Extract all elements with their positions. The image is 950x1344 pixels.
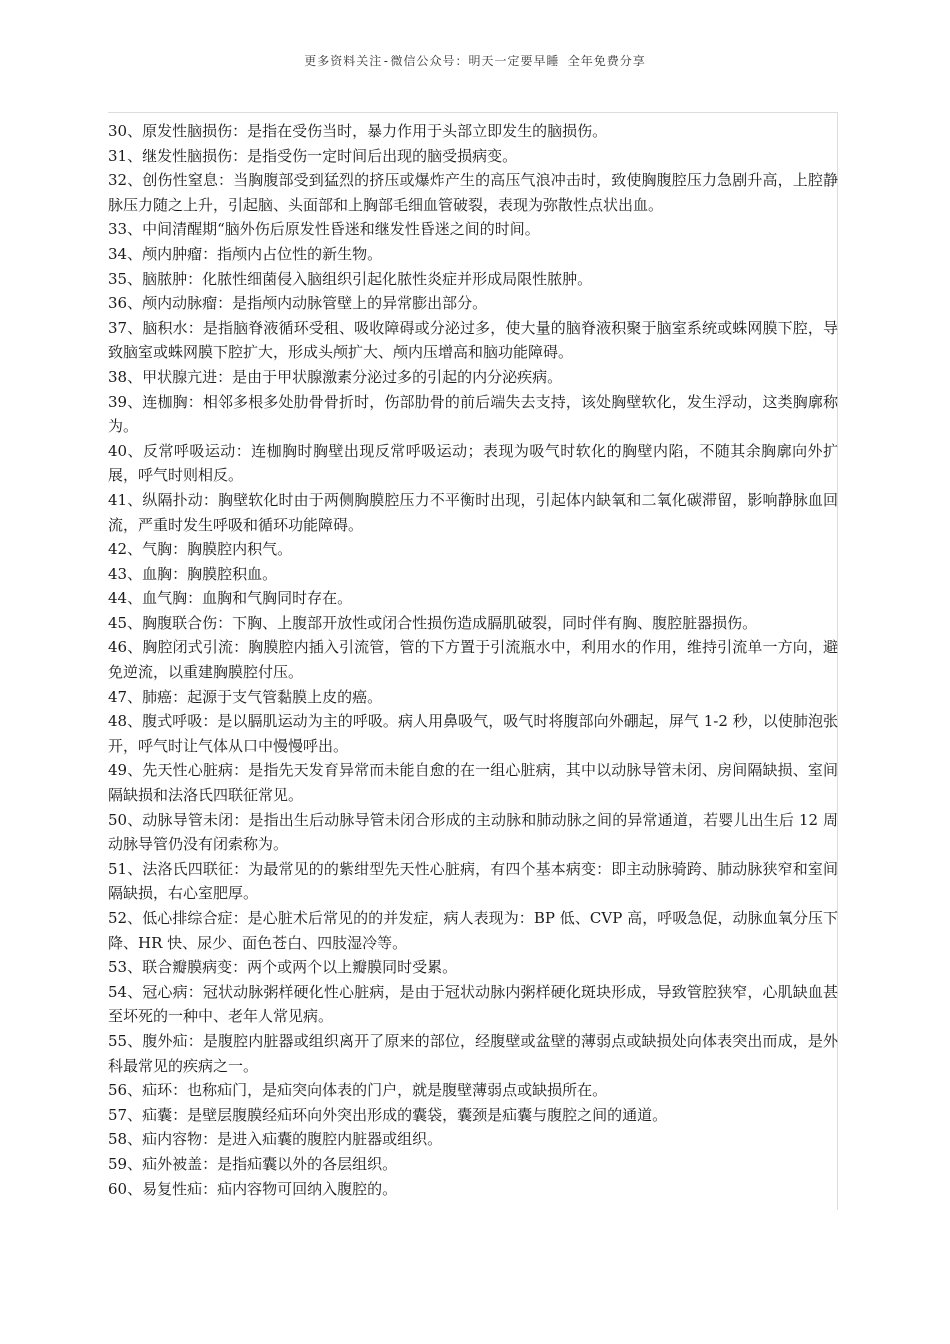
definition-item: 39、连枷胸：相邻多根多处肋骨骨折时，伤部肋骨的前后端失去支持，该处胸壁软化，发生浮动，这类胸廓称为。 bbox=[108, 392, 838, 436]
definition-item: 43、血胸：胸膜腔积血。 bbox=[108, 564, 278, 583]
definition-item: 60、易复性疝：疝内容物可回纳入腹腔的。 bbox=[108, 1179, 398, 1198]
definition-item: 54、冠心病：冠状动脉粥样硬化性心脏病，是由于冠状动脉内粥样硬化斑块形成，导致管腔狭窄，心肌缺血甚至坏死的一种中、老年人常见病。 bbox=[108, 982, 838, 1026]
definition-item: 59、疝外被盖：是指疝囊以外的各层组织。 bbox=[108, 1154, 398, 1173]
definition-item: 49、先天性心脏病：是指先天发育异常而未能自愈的在一组心脏病，其中以动脉导管未闭、房间隔缺损、室间隔缺损和法洛氏四联征常见。 bbox=[108, 761, 838, 805]
definition-item: 57、疝囊：是壁层腹膜经疝环向外突出形成的囊袋，囊颈是疝囊与腹腔之间的通道。 bbox=[108, 1105, 668, 1124]
definition-item: 42、气胸：胸膜腔内积气。 bbox=[108, 540, 293, 559]
definition-item: 40、反常呼吸运动：连枷胸时胸壁出现反常呼吸运动；表现为吸气时软化的胸壁内陷，不随其余胸廓向外扩展，呼气时则相反。 bbox=[108, 441, 838, 485]
definition-item: 58、疝内容物：是进入疝囊的腹腔内脏器或组织。 bbox=[108, 1130, 443, 1149]
definition-item: 32、创伤性窒息：当胸腹部受到猛烈的挤压或爆炸产生的高压气浪冲击时，致使胸腹腔压力急剧升高，上腔静脉压力随之上升，引起脑、头面部和上胸部毛细血管破裂，表现为弥散性点状出血。 bbox=[108, 171, 838, 214]
definition-item: 36、颅内动脉瘤：是指颅内动脉管壁上的异常膨出部分。 bbox=[108, 294, 488, 313]
definition-item: 45、胸腹联合伤：下胸、上腹部开放性或闭合性损伤造成膈肌破裂，同时伴有胸、腹腔脏器损伤。 bbox=[108, 613, 758, 632]
definition-item: 51、法洛氏四联征：为最常见的的紫绀型先天性心脏病，有四个基本病变：即主动脉骑跨、肺动脉狭窄和室间隔缺损，右心室肥厚。 bbox=[108, 859, 838, 903]
definition-item: 44、血气胸：血胸和气胸同时存在。 bbox=[108, 589, 353, 608]
definition-item: 52、低心排综合症：是心脏术后常见的的并发症，病人表现为：BP 低、CVP 高，呼吸急促，动脉血氧分压下降、HR 快、尿少、面色苍白、四肢湿冷等。 bbox=[108, 909, 838, 952]
definition-item: 33、中间清醒期“脑外伤后原发性昏迷和继发性昏迷之间的时间。 bbox=[108, 220, 540, 239]
definition-list bbox=[108, 119, 838, 1201]
definition-item: 34、颅内肿瘤：指颅内占位性的新生物。 bbox=[108, 244, 383, 263]
definition-item: 38、甲状腺亢进：是由于甲状腺激素分泌过多的引起的内分泌疾病。 bbox=[108, 367, 563, 386]
definition-item: 55、腹外疝：是腹腔内脏器或组织离开了原来的部位，经腹壁或盆壁的薄弱点或缺损处向体表突出而成，是外科最常见的疾病之一。 bbox=[108, 1031, 838, 1075]
page-header: 更多资料关注-微信公众号：明天一定要早睡 全年免费分享 bbox=[304, 54, 646, 68]
definition-item: 30、原发性脑损伤：是指在受伤当时，暴力作用于头部立即发生的脑损伤。 bbox=[108, 122, 608, 140]
definition-item: 48、腹式呼吸：是以膈肌运动为主的呼吸。病人用鼻吸气，吸气时将腹部向外硼起，屏气 1-2 秒，以使肺泡张开，呼气时让气体从口中慢慢呼出。 bbox=[108, 712, 838, 755]
definition-item: 46、胸腔闭式引流：胸膜腔内插入引流管，管的下方置于引流瓶水中，利用水的作用，维持引流单一方向，避免逆流，以重建胸膜腔付压。 bbox=[108, 638, 838, 682]
definition-item: 37、脑积水：是指脑脊液循环受租、吸收障碍或分泌过多，使大量的脑脊液积聚于脑室系统或蛛网膜下腔，导致脑室或蛛网膜下腔扩大，形成头颅扩大、颅内压增高和脑功能障碍。 bbox=[108, 318, 838, 362]
definition-item: 50、动脉导管未闭：是指出生后动脉导管未闭合形成的主动脉和肺动脉之间的异常通道，若婴儿出生后 12 周动脉导管仍没有闭索称为。 bbox=[108, 810, 838, 854]
definition-item: 47、肺癌：起源于支气管黏膜上皮的癌。 bbox=[108, 687, 383, 706]
definition-item: 31、继发性脑损伤：是指受伤一定时间后出现的脑受损病变。 bbox=[108, 146, 518, 165]
definition-item: 56、疝环：也称疝门，是疝突向体表的门户，就是腹壁薄弱点或缺损所在。 bbox=[108, 1081, 608, 1100]
definition-item: 35、脑脓肿：化脓性细菌侵入脑组织引起化脓性炎症并形成局限性脓肿。 bbox=[108, 269, 593, 288]
document-body bbox=[108, 112, 838, 1210]
definition-item: 53、联合瓣膜病变：两个或两个以上瓣膜同时受累。 bbox=[108, 958, 458, 977]
definition-item: 41、纵隔扑动：胸壁软化时由于两侧胸膜腔压力不平衡时出现，引起体内缺氧和二氧化碳滞留，影响静脉血回流，严重时发生呼吸和循环功能障碍。 bbox=[108, 490, 838, 534]
